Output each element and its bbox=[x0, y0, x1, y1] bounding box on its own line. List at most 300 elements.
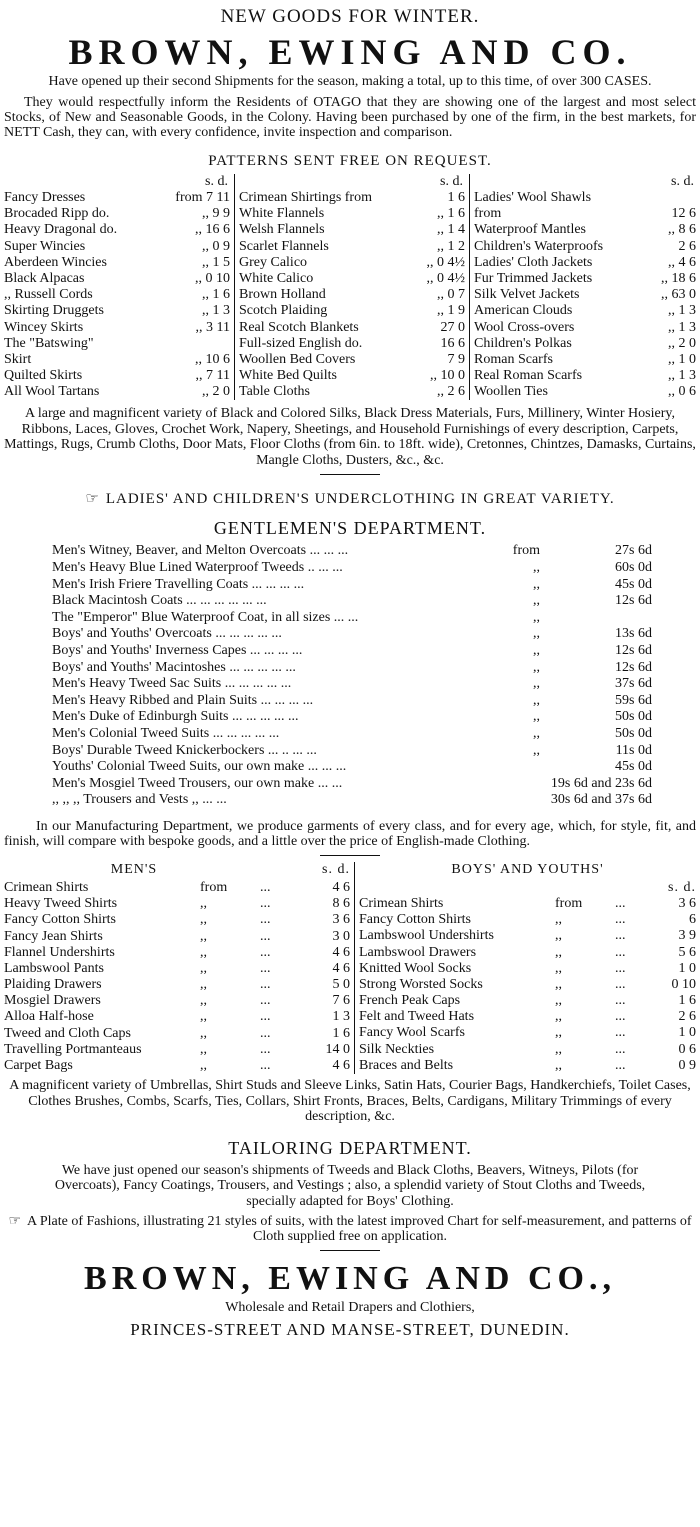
price-row bbox=[239, 255, 465, 271]
pointing-hand-icon: ☞ bbox=[85, 491, 100, 508]
item-price: ,, 0 10 bbox=[195, 270, 230, 286]
item-price: ,, 63 0 bbox=[661, 287, 696, 303]
item-price: 45s 0d bbox=[615, 576, 652, 592]
item-dots: ... bbox=[260, 1025, 271, 1041]
item-name: Heavy Tweed Shirts bbox=[4, 896, 118, 912]
item-dots: ... bbox=[615, 993, 626, 1009]
item-dots: ... bbox=[615, 1025, 626, 1041]
item-price: 3 9 bbox=[678, 928, 696, 944]
mens-header bbox=[4, 862, 350, 880]
item-price: 12 6 bbox=[671, 206, 696, 222]
item-price: 5 6 bbox=[678, 944, 696, 960]
item-from: ,, bbox=[200, 1041, 207, 1057]
price-row bbox=[474, 271, 696, 287]
divider bbox=[320, 474, 380, 475]
top-heading: NEW GOODS FOR WINTER. bbox=[220, 6, 480, 27]
item-from: ,, bbox=[200, 912, 207, 928]
intro-text: Have opened up their second Shipments for the season, making a total, up to this time, of over 300 CASES. bbox=[48, 74, 652, 89]
price-row bbox=[52, 543, 652, 560]
item-price: 45s 0d bbox=[615, 759, 652, 775]
item-price: 3 6 bbox=[678, 895, 696, 911]
item-name: Boys' and Youths' Overcoats ... ... ... ... ... bbox=[52, 626, 282, 642]
item-price: 60s 0d bbox=[615, 560, 652, 576]
patterns-heading: PATTERNS SENT FREE ON REQUEST. bbox=[208, 153, 492, 169]
price-row bbox=[4, 945, 350, 961]
item-price: 2 6 bbox=[678, 238, 696, 254]
divider bbox=[320, 855, 380, 856]
item-from: ,, bbox=[533, 659, 540, 675]
item-dots: ... bbox=[260, 960, 271, 976]
boys-rows bbox=[359, 896, 696, 1074]
item-dots: ... bbox=[615, 1057, 626, 1073]
item-name: Lambswool Undershirts bbox=[359, 928, 494, 944]
item-dots: ... bbox=[260, 879, 271, 895]
drapery-column-2 bbox=[234, 174, 470, 400]
item-dots: ... bbox=[260, 1041, 271, 1057]
item-name: Plaiding Drawers bbox=[4, 977, 102, 993]
price-row bbox=[239, 222, 465, 238]
price-row bbox=[239, 239, 465, 255]
item-name: Quilted Skirts bbox=[4, 368, 83, 384]
item-from: ,, bbox=[533, 576, 540, 592]
item-name: American Clouds bbox=[474, 303, 573, 319]
price-row bbox=[4, 993, 350, 1009]
price-row bbox=[359, 961, 696, 977]
item-from: ,, bbox=[555, 960, 562, 976]
unit-header: s. d. bbox=[440, 174, 463, 189]
price-row bbox=[4, 880, 350, 896]
item-name: French Peak Caps bbox=[359, 993, 461, 1009]
item-price: ,, 18 6 bbox=[661, 270, 696, 286]
item-name: Alloa Half-hose bbox=[4, 1009, 94, 1025]
price-row bbox=[359, 945, 696, 961]
item-from: ,, bbox=[200, 993, 207, 1009]
item-name: The "Emperor" Blue Waterproof Coat, in all sizes ... ... bbox=[52, 609, 359, 625]
price-row bbox=[52, 577, 652, 594]
item-from: ,, bbox=[533, 692, 540, 708]
price-row bbox=[359, 977, 696, 993]
mens-rows bbox=[4, 880, 350, 1074]
item-price: ,, 1 3 bbox=[202, 303, 230, 319]
item-name: Real Roman Scarfs bbox=[474, 368, 583, 384]
price-row bbox=[474, 320, 696, 336]
price-row bbox=[359, 1042, 696, 1058]
item-name: Strong Worsted Socks bbox=[359, 976, 483, 992]
item-from: ,, bbox=[533, 709, 540, 725]
item-from: ,, bbox=[533, 593, 540, 609]
item-price: 1 6 bbox=[678, 993, 696, 1009]
item-dots: ... bbox=[260, 896, 271, 912]
item-from: ,, bbox=[533, 560, 540, 576]
mens-list bbox=[4, 862, 354, 1074]
item-price: 8 6 bbox=[332, 896, 350, 912]
item-price: 27s 6d bbox=[615, 543, 652, 559]
item-name: Heavy Dragonal do. bbox=[4, 222, 118, 238]
price-row bbox=[4, 287, 230, 303]
item-price: 4 6 bbox=[332, 944, 350, 960]
item-name: Fancy Cotton Shirts bbox=[4, 912, 117, 928]
item-from: ,, bbox=[533, 626, 540, 642]
item-name: Crimean Shirts bbox=[4, 879, 89, 895]
price-row bbox=[474, 303, 696, 319]
gentlemens-price-list bbox=[52, 543, 652, 809]
item-price: 4 6 bbox=[332, 960, 350, 976]
price-row bbox=[52, 743, 652, 760]
item-name: White Calico bbox=[239, 270, 314, 286]
mens-title: MEN'S bbox=[110, 861, 158, 877]
item-price: 5 0 bbox=[332, 977, 350, 993]
item-name: Silk Velvet Jackets bbox=[474, 287, 580, 303]
item-name: Woollen Bed Covers bbox=[239, 351, 356, 367]
item-name: Scarlet Flannels bbox=[239, 238, 329, 254]
item-name: Welsh Flannels bbox=[239, 222, 325, 238]
item-dots: ... bbox=[615, 895, 626, 911]
price-row bbox=[52, 593, 652, 610]
unit-header: s. d. bbox=[322, 861, 350, 877]
item-dots: ... bbox=[260, 1058, 271, 1073]
item-price: 4 6 bbox=[332, 879, 350, 895]
price-row bbox=[239, 384, 465, 400]
item-name: from bbox=[474, 206, 502, 222]
item-from: ,, bbox=[555, 912, 562, 928]
price-row bbox=[239, 368, 465, 384]
item-name: Brocaded Ripp do. bbox=[4, 206, 110, 222]
item-from: ,, bbox=[533, 742, 540, 758]
tailoring-title: TAILORING DEPARTMENT. bbox=[228, 1137, 472, 1158]
item-name: Men's Heavy Blue Lined Waterproof Tweeds .. ... ... bbox=[52, 560, 343, 576]
item-name: Children's Waterproofs bbox=[474, 238, 604, 254]
item-dots: ... bbox=[260, 912, 271, 928]
item-name: Flannel Undershirts bbox=[4, 944, 115, 960]
item-price: ,, 2 0 bbox=[202, 384, 230, 400]
item-from: ,, bbox=[555, 1025, 562, 1041]
item-from: ,, bbox=[200, 944, 207, 960]
item-price: ,, 8 6 bbox=[668, 222, 696, 238]
price-row bbox=[359, 993, 696, 1009]
item-price: ,, 0 7 bbox=[437, 287, 465, 303]
item-price: ,, 0 4½ bbox=[426, 254, 465, 270]
item-name: Men's Irish Friere Travelling Coats ... ... ... ... bbox=[52, 576, 305, 592]
item-name: Travelling Portmanteaus bbox=[4, 1041, 142, 1057]
item-name: Woollen Ties bbox=[474, 384, 548, 400]
price-row bbox=[239, 320, 465, 336]
price-row bbox=[52, 660, 652, 677]
price-row bbox=[359, 896, 696, 912]
drapery-column-2-rows bbox=[239, 190, 465, 400]
item-name: Men's Heavy Ribbed and Plain Suits ... ... ... ... bbox=[52, 692, 314, 708]
price-row bbox=[4, 977, 350, 993]
item-from: ,, bbox=[555, 1009, 562, 1025]
item-name: Super Wincies bbox=[4, 238, 86, 254]
item-price: 0 10 bbox=[671, 976, 696, 992]
item-name: Grey Calico bbox=[239, 254, 308, 270]
price-row bbox=[4, 222, 230, 238]
item-name: Felt and Tweed Hats bbox=[359, 1009, 475, 1025]
gentlemens-title: GENTLEMEN'S DEPARTMENT. bbox=[213, 518, 487, 539]
item-name: Waterproof Mantles bbox=[474, 222, 586, 238]
price-row bbox=[4, 206, 230, 222]
item-price: 12s 6d bbox=[615, 643, 652, 658]
item-price: 3 6 bbox=[332, 912, 350, 928]
drapery-column-3 bbox=[470, 174, 696, 400]
footer-subtitle: Wholesale and Retail Drapers and Clothiers, bbox=[225, 1300, 475, 1316]
price-row bbox=[52, 792, 652, 809]
price-row bbox=[52, 693, 652, 710]
price-row bbox=[359, 1058, 696, 1074]
item-name: White Flannels bbox=[239, 206, 325, 222]
price-row bbox=[474, 352, 696, 368]
price-row bbox=[4, 912, 350, 928]
item-price: ,, 16 6 bbox=[195, 222, 230, 238]
item-from: ,, bbox=[200, 896, 207, 912]
item-name: Knitted Wool Socks bbox=[359, 960, 472, 976]
tailoring-text: We have just opened our season's shipments of Tweeds and Black Cloths, Beavers, Witneys, Pilots (for Overcoats), Fancy Coatings, Trousers, and Vestings ; also, a splendid variety of Stout Cloths and Tweeds, specially adapted for Boys' Clothing. bbox=[54, 1162, 646, 1210]
item-from: ,, bbox=[533, 609, 540, 625]
item-price: ,, 1 3 bbox=[668, 319, 696, 335]
item-from: ,, bbox=[200, 1009, 207, 1025]
item-price bbox=[176, 336, 230, 352]
price-row bbox=[4, 961, 350, 977]
item-price: ,, 3 11 bbox=[195, 319, 230, 335]
item-from: from bbox=[512, 543, 540, 559]
price-row bbox=[4, 271, 230, 287]
item-price: 1 6 bbox=[447, 190, 465, 205]
price-row bbox=[4, 320, 230, 336]
item-name: Crimean Shirtings from bbox=[239, 190, 372, 205]
price-row bbox=[359, 1025, 696, 1041]
item-price: 7 9 bbox=[447, 351, 465, 367]
mens-boys-price-lists bbox=[4, 862, 696, 1074]
item-from: ,, bbox=[200, 1025, 207, 1041]
item-price: 37s 6d bbox=[615, 676, 652, 692]
item-price: 50s 0d bbox=[615, 725, 652, 741]
item-from: ,, bbox=[200, 1058, 207, 1073]
item-price: ,, 0 4½ bbox=[426, 270, 465, 286]
price-row bbox=[474, 287, 696, 303]
price-row bbox=[52, 726, 652, 743]
item-dots: ... bbox=[615, 960, 626, 976]
price-row bbox=[474, 255, 696, 271]
item-price: 27 0 bbox=[440, 319, 465, 335]
drapery-variety-text: A large and magnificent variety of Black and Colored Silks, Black Dress Materials, Furs, Millinery, Winter Hosiery, Ribbons, Laces, Gloves, Crochet Work, Napery, Sheetings, and Household Furnishings of every description, Carpets, Mattings, Rugs, Crumb Cloths, Door Mats, Floor Cloths (from 6in. to 18ft. wide), Cretonnes, Chintzes, Damasks, Curtains, Mangle Cloths, Dusters, &c., &c. bbox=[4, 406, 696, 468]
item-price: ,, 4 6 bbox=[668, 254, 696, 270]
item-from: ,, bbox=[533, 725, 540, 741]
item-name: Men's Duke of Edinburgh Suits ... ... ... ... ... bbox=[52, 709, 299, 725]
item-dots: ... bbox=[260, 977, 271, 993]
item-name: White Bed Quilts bbox=[239, 368, 337, 384]
item-dots: ... bbox=[260, 944, 271, 960]
item-from: ,, bbox=[200, 977, 207, 993]
item-name: Aberdeen Wincies bbox=[4, 254, 107, 270]
item-name: Brown Holland bbox=[239, 287, 326, 303]
unit-header: s. d. bbox=[671, 174, 694, 189]
divider bbox=[320, 1250, 380, 1251]
price-row bbox=[4, 1042, 350, 1058]
price-row bbox=[4, 303, 230, 319]
item-from: ,, bbox=[555, 976, 562, 992]
price-row bbox=[239, 190, 465, 206]
item-price: ,, 1 2 bbox=[437, 238, 465, 254]
item-price: 1 6 bbox=[332, 1025, 350, 1041]
price-row bbox=[4, 896, 350, 912]
drapery-column-3-rows bbox=[474, 190, 696, 400]
price-row bbox=[52, 643, 652, 660]
price-row bbox=[52, 610, 652, 627]
price-row bbox=[239, 303, 465, 319]
item-name: ,, Russell Cords bbox=[4, 287, 93, 303]
price-row bbox=[474, 190, 696, 206]
item-name: Wool Cross-overs bbox=[474, 319, 575, 335]
item-price: 16 6 bbox=[440, 335, 465, 351]
item-price: 4 6 bbox=[332, 1058, 350, 1073]
price-row bbox=[4, 190, 230, 206]
fashion-plate-sentence: A Plate of Fashions, illustrating 21 styles of suits, with the latest improved Chart for self-measurement, and patterns of Cloth supplied free on application. bbox=[27, 1214, 692, 1245]
price-row bbox=[239, 352, 465, 368]
item-from bbox=[490, 759, 546, 776]
item-name: Tweed and Cloth Caps bbox=[4, 1025, 131, 1041]
item-name: Ladies' Cloth Jackets bbox=[474, 254, 593, 270]
manufacturing-paragraph: In our Manufacturing Department, we produce garments of every class, and for every age, which, for style, fit, and finish, will compare with bespoke goods, and a little over the price of English-made Clothing. bbox=[4, 818, 696, 849]
item-name: Boys' and Youths' Macintoshes ... ... ... ... ... bbox=[52, 659, 296, 675]
item-name: Men's Heavy Tweed Sac Suits ... ... ... ... ... bbox=[52, 676, 292, 692]
item-name: Boys' and Youths' Inverness Capes ... ... ... ... bbox=[52, 643, 303, 658]
price-row bbox=[4, 368, 230, 384]
underclothing-text: LADIES' AND CHILDREN'S UNDERCLOTHING IN GREAT VARIETY. bbox=[105, 491, 615, 508]
item-name: Fur Trimmed Jackets bbox=[474, 270, 593, 286]
item-from bbox=[490, 776, 546, 793]
item-name: The "Batswing" bbox=[4, 335, 94, 351]
item-price: ,, 1 9 bbox=[437, 303, 465, 319]
price-row bbox=[4, 929, 350, 945]
footer-firm-name: BROWN, EWING AND CO., bbox=[84, 1260, 616, 1298]
item-name: Silk Neckties bbox=[359, 1041, 435, 1057]
item-name: Scotch Plaiding bbox=[239, 303, 328, 319]
price-row bbox=[52, 676, 652, 693]
item-price: ,, 7 11 bbox=[195, 368, 230, 384]
price-row bbox=[239, 271, 465, 287]
item-dots: ... bbox=[615, 1009, 626, 1025]
price-row bbox=[4, 384, 230, 400]
item-dots: ... bbox=[615, 944, 626, 960]
item-from: ,, bbox=[555, 928, 562, 944]
item-price: ,, 1 6 bbox=[202, 287, 230, 303]
item-from bbox=[490, 792, 546, 809]
item-price: ,, 2 6 bbox=[437, 384, 465, 400]
item-name: Black Alpacas bbox=[4, 270, 85, 286]
item-name: Roman Scarfs bbox=[474, 351, 553, 367]
item-price: 1 0 bbox=[678, 960, 696, 976]
price-row bbox=[52, 560, 652, 577]
item-dots: ... bbox=[615, 928, 626, 944]
item-dots: ... bbox=[615, 1041, 626, 1057]
item-price: 30s 6d and 37s 6d bbox=[550, 792, 652, 808]
item-from: ,, bbox=[533, 643, 540, 658]
item-price: ,, 1 3 bbox=[668, 303, 696, 319]
item-name: Men's Mosgiel Tweed Trousers, our own make ... ... bbox=[52, 775, 343, 791]
drapery-column-1 bbox=[4, 174, 234, 400]
item-price: 12s 6d bbox=[615, 593, 652, 609]
price-row bbox=[4, 1058, 350, 1074]
item-name: Men's Colonial Tweed Suits ... ... ... ... ... bbox=[52, 725, 280, 741]
item-price: 14 0 bbox=[325, 1041, 350, 1057]
item-name: Crimean Shirts bbox=[359, 895, 444, 911]
price-row bbox=[359, 928, 696, 944]
price-row bbox=[52, 776, 652, 793]
item-name: Fancy Dresses bbox=[4, 190, 86, 205]
item-price: ,, 0 9 bbox=[202, 238, 230, 254]
underclothing-banner bbox=[4, 489, 696, 509]
footer-address: PRINCES-STREET AND MANSE-STREET, DUNEDIN. bbox=[130, 1320, 570, 1340]
item-dots: ... bbox=[615, 976, 626, 992]
item-name: Real Scotch Blankets bbox=[239, 319, 359, 335]
item-price: 2 6 bbox=[678, 1009, 696, 1025]
item-price: ,, 0 6 bbox=[668, 384, 696, 400]
intro-paragraph: They would respectfully inform the Residents of OTAGO that they are showing one of the largest and most select Stocks, of New and Seasonable Goods, in the Colony. Having been purchased by one of the firm, in the best markets, for NETT Cash, they can, with every confidence, invite inspection and comparison. bbox=[4, 95, 696, 140]
item-price: 13s 6d bbox=[615, 626, 652, 642]
drapery-price-list bbox=[4, 174, 696, 400]
item-name: Lambswool Pants bbox=[4, 960, 104, 976]
unit-header: s. d. bbox=[205, 174, 228, 189]
price-row bbox=[4, 1009, 350, 1025]
item-price: 19s 6d and 23s 6d bbox=[550, 775, 652, 791]
item-from: ,, bbox=[555, 1057, 562, 1073]
price-row bbox=[239, 336, 465, 352]
item-name: Ladies' Wool Shawls bbox=[474, 190, 592, 205]
item-price bbox=[642, 190, 696, 206]
price-row bbox=[359, 1009, 696, 1025]
item-price: ,, 9 9 bbox=[202, 206, 230, 222]
item-from: ,, bbox=[555, 1041, 562, 1057]
item-name: Children's Polkas bbox=[474, 335, 572, 351]
price-row bbox=[474, 222, 696, 238]
boys-unit-header bbox=[359, 880, 696, 896]
item-name: Men's Witney, Beaver, and Melton Overcoats ... ... ... bbox=[52, 543, 349, 559]
price-row bbox=[474, 368, 696, 384]
item-from: ,, bbox=[555, 993, 562, 1009]
boys-list bbox=[354, 862, 696, 1074]
price-row bbox=[4, 239, 230, 255]
item-price: ,, 1 0 bbox=[668, 351, 696, 367]
item-name: Full-sized English do. bbox=[239, 335, 363, 351]
item-price: 0 9 bbox=[678, 1057, 696, 1073]
item-from: ,, bbox=[200, 960, 207, 976]
item-name: ,, ,, ,, Trousers and Vests ,, ... ... bbox=[52, 792, 227, 808]
item-price: ,, 10 0 bbox=[430, 368, 465, 384]
drapery-column-1-rows bbox=[4, 190, 230, 400]
item-price: 1 3 bbox=[332, 1009, 350, 1025]
item-name: Wincey Skirts bbox=[4, 319, 84, 335]
item-name: Mosgiel Drawers bbox=[4, 993, 101, 1009]
pointing-hand-icon: ☞ bbox=[8, 1214, 22, 1230]
item-price: 1 0 bbox=[678, 1025, 696, 1041]
price-row bbox=[52, 626, 652, 643]
price-row bbox=[4, 1026, 350, 1042]
item-price: 11s 0d bbox=[615, 742, 652, 758]
item-price: from 7 11 bbox=[175, 190, 230, 205]
item-price: ,, 1 3 bbox=[668, 368, 696, 384]
item-price bbox=[546, 610, 652, 627]
price-row bbox=[4, 352, 230, 368]
item-name: Fancy Wool Scarfs bbox=[359, 1025, 465, 1041]
item-name: Braces and Belts bbox=[359, 1057, 454, 1073]
boys-header bbox=[359, 862, 696, 880]
item-from: ,, bbox=[533, 676, 540, 692]
price-row bbox=[4, 255, 230, 271]
item-dots: ... bbox=[260, 993, 271, 1009]
item-name: Fancy Cotton Shirts bbox=[359, 912, 472, 928]
price-row bbox=[239, 206, 465, 222]
item-name: Skirt bbox=[4, 351, 32, 367]
